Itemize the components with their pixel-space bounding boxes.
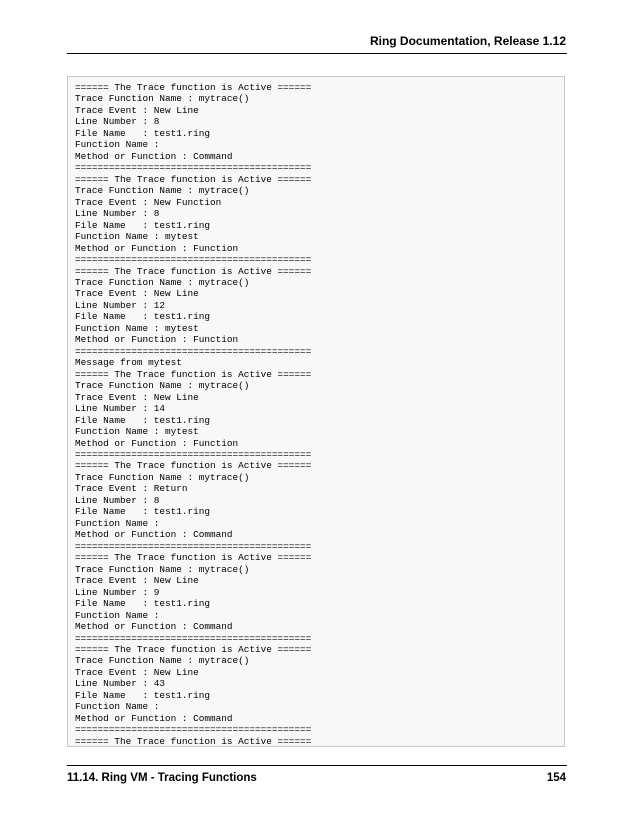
code-line: Function Name : mytest (75, 426, 199, 438)
code-line: Function Name : (75, 139, 160, 151)
code-line: Trace Function Name : mytrace() (75, 93, 250, 105)
code-line: Line Number : 8 (75, 494, 160, 506)
footer-divider (67, 765, 567, 766)
code-line: Trace Event : Return (75, 483, 188, 495)
code-line: Trace Function Name : mytrace() (75, 563, 250, 575)
code-line: Function Name : (75, 701, 160, 713)
code-line: Trace Event : New Line (75, 666, 199, 678)
code-line: Line Number : 8 (75, 116, 160, 128)
code-line: ========================================== (75, 632, 312, 644)
code-line: ========================================== (75, 254, 312, 266)
code-line: Function Name : mytest (75, 322, 199, 334)
code-line: ====== The Trace function is Active ====== (75, 643, 312, 655)
code-line: ========================================== (75, 345, 312, 357)
header-divider (67, 53, 567, 54)
code-line: Trace Event : New Line (75, 104, 199, 116)
code-line: Trace Function Name : mytrace() (75, 380, 250, 392)
code-line: Line Number : 14 (75, 403, 166, 415)
code-line: File Name : test1.ring (75, 219, 211, 231)
footer-section-title: 11.14. Ring VM - Tracing Functions (67, 772, 257, 784)
code-line: Message from mytest (75, 357, 182, 369)
code-line: Method or Function : Command (75, 621, 233, 633)
code-line: Function Name : (75, 609, 160, 621)
code-line: ====== The Trace function is Active ====== (75, 460, 312, 472)
code-line: Trace Function Name : mytrace() (75, 655, 250, 667)
code-line: Trace Event : New Function (75, 196, 222, 208)
code-line: Method or Function : Function (75, 334, 239, 346)
code-line: ========================================== (75, 449, 312, 460)
code-line: ====== The Trace function is Active ====== (75, 265, 312, 277)
code-line: File Name : test1.ring (75, 414, 211, 426)
code-line: Line Number : 9 (75, 586, 160, 598)
code-line: Method or Function : Function (75, 242, 239, 254)
code-line: ========================================== (75, 162, 312, 174)
code-line: ========================================== (75, 724, 312, 736)
code-line: File Name : test1.ring (75, 127, 211, 139)
code-line: ====== The Trace function is Active ====== (75, 173, 312, 185)
code-line: Line Number : 8 (75, 208, 160, 220)
code-line: Trace Event : New Line (75, 391, 199, 403)
code-line: Line Number : 12 (75, 299, 166, 311)
code-line: ====== The Trace function is Active ====== (75, 552, 312, 564)
page-number: 154 (546, 772, 566, 784)
code-line: Trace Function Name : mytrace() (75, 276, 250, 288)
code-line: File Name : test1.ring (75, 311, 211, 323)
code-line: File Name : test1.ring (75, 506, 211, 518)
code-line: ====== The Trace function is Active ====== (75, 82, 312, 93)
code-line: Function Name : mytest (75, 231, 199, 243)
code-line: Method or Function : Function (75, 437, 239, 449)
code-line: Method or Function : Command (75, 529, 233, 541)
code-line: Line Number : 43 (75, 678, 166, 690)
code-line: Trace Event : New Line (75, 575, 199, 587)
code-block (67, 76, 565, 747)
code-line: Function Name : (75, 517, 160, 529)
code-line: Trace Function Name : mytrace() (75, 185, 250, 197)
page-header-title: Ring Documentation, Release 1.12 (369, 34, 566, 48)
code-line: Trace Function Name : mytrace() (75, 471, 250, 483)
code-line: Method or Function : Command (75, 150, 233, 162)
code-line: ====== The Trace function is Active ====== (75, 368, 312, 380)
code-line: File Name : test1.ring (75, 689, 211, 701)
code-line: ====== The Trace function is Active ====== (75, 735, 312, 747)
code-line: File Name : test1.ring (75, 598, 211, 610)
code-line: ========================================== (75, 540, 312, 552)
code-line: Trace Event : New Line (75, 288, 199, 300)
code-line: Method or Function : Command (75, 712, 233, 724)
